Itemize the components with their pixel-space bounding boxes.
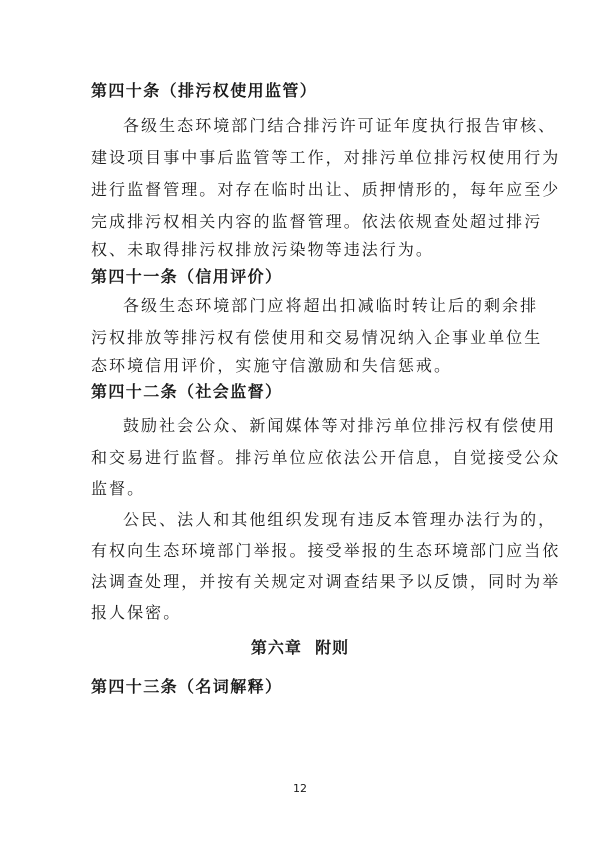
article-43-heading: 第四十三条（名词解释） [91, 677, 283, 696]
article-41-heading: 第四十一条（信用评价） [91, 267, 283, 286]
article-42-heading: 第四十二条（社会监督） [91, 382, 283, 401]
article-42-line: 公民、法人和其他组织发现有违反本管理办法行为的， [123, 510, 557, 529]
article-40-line: 权、未取得排污权排放污染物等违法行为。 [91, 240, 434, 259]
article-42-line: 有权向生态环境部门举报。接受举报的生态环境部门应当依 [91, 541, 561, 560]
article-41-line: 污权排放等排污权有偿使用和交易情况纳入企事业单位生 [91, 328, 543, 347]
article-41-line: 各级生态环境部门应将超出扣减临时转让后的剩余排 [123, 296, 539, 315]
article-42-line: 和交易进行监督。排污单位应依法公开信息，自觉接受公众 [91, 448, 561, 467]
chapter-title: 第六章 附则 [250, 638, 350, 657]
article-40-line: 各级生态环境部门结合排污许可证年度执行报告审核、 [123, 116, 557, 135]
article-40-line: 完成排污权相关内容的监督管理。依法依规查处超过排污 [91, 212, 543, 231]
article-42-line: 法调查处理，并按有关规定对调查结果予以反馈，同时为举 [91, 572, 561, 591]
article-42-line: 鼓励社会公众、新闻媒体等对排污单位排污权有偿使用 [123, 416, 557, 435]
page-number: 12 [293, 782, 307, 795]
article-42-line: 监督。 [91, 479, 146, 498]
article-41-line: 态环境信用评价，实施守信激励和失信惩戒。 [91, 356, 453, 375]
article-40-line: 进行监督管理。对存在临时出让、质押情形的，每年应至少 [91, 180, 561, 199]
article-40-heading: 第四十条（排污权使用监管） [91, 81, 318, 100]
article-42-line: 报人保密。 [91, 603, 182, 622]
article-40-line: 建设项目事中事后监管等工作，对排污单位排污权使用行为 [91, 148, 561, 167]
